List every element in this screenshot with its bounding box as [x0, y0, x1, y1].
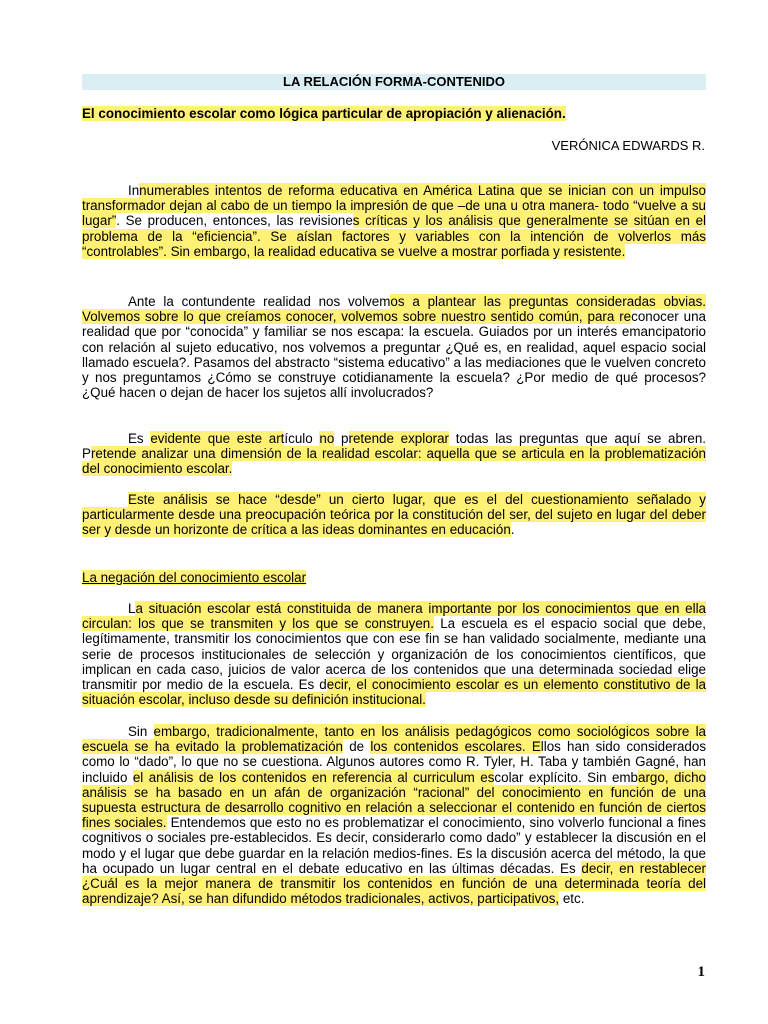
highlighted-text: los contenidos escolares. E — [370, 739, 541, 755]
highlighted-text: evidente que este art — [150, 431, 285, 446]
paragraph-text: In — [128, 183, 140, 198]
paragraph-text: llos han sido considerados como lo “dado”, lo que no se cuestiona. Algunos autores como R. Tyler, H. Taba y también Gagné, han incluido — [82, 739, 707, 785]
highlighted-text: retende analizar una dimensión de la realidad escolar: aquella que se articula en la problematización del conocimiento escolar. — [82, 446, 706, 477]
paragraph-text: Es — [128, 431, 151, 446]
paragraph-text: conocer una realidad que por “conocida” y familiar se nos escapa: la escuela. Guiados por un interés emancipatorio con relación al sujeto educativo, nos volvemos a preguntar ¿Qué es, en realidad, aquel espacio social llamado escuela?. Pasamos del abstracto “sistema educativo” a las mediaciones que le vuelven concreto y nos preguntamos ¿Cómo se construye cotidianamente la escuela? ¿Por medio de qué procesos? ¿Qué hacen o dejan de hacer los sujetos allí involucrados? — [82, 309, 706, 401]
paragraph-text: Entendemos que esto no es problematizar el conocimiento, sino volverlo funcional a fines cognitivos o sociales pre-establecidos. Es decir, considerarlo como dado” y establecer la discusión en el modo y el lugar que debe guardar en la relación medios-fines. Es la discusión acerca del método, la que ha ocupado un lugar central en el debate educativo en las últimas décadas. Es — [82, 815, 706, 876]
paragraph-6 — [82, 724, 706, 906]
highlighted-text: no — [319, 431, 335, 446]
paragraph-text: etc. — [559, 891, 585, 907]
paragraph-5 — [82, 601, 706, 707]
paragraph-text: La escuela es el espacio social que debe, legítimamente, transmitir los conocimientos que con ese fin se han validado socialmente, mediante una serie de procesos institucionales de selección y organización de los conocimientos científicos, que implican en cada caso, juicios de valor acerca de los contenidos que una determinada sociedad elige transmitir por medio de la escuela. Es d — [82, 616, 706, 693]
highlighted-text: s críticas y los análisis que generalmente se sitúan en el problema de la “eficiencia”. Se aíslan factores y variables con la intención de volverlos más “controlables”. Sin embargo, la realidad educativa se vuelve a mostrar porfiada y resistente. — [82, 213, 706, 259]
paragraph-text: p — [334, 431, 349, 446]
paragraph-text: L — [128, 601, 136, 616]
section-heading: La negación del conocimiento escolar — [82, 570, 307, 585]
highlighted-text: el análisis de los contenidos en referencia al curriculum es — [132, 769, 495, 785]
paragraph-text: todas las preguntas que aquí se abren. P — [82, 431, 706, 462]
author-name: VERÓNICA EDWARDS R. — [551, 138, 705, 153]
page-number: 1 — [697, 964, 705, 980]
paragraph-text: . — [510, 522, 515, 538]
paragraph-text: Ante la contundente realidad nos volvem — [128, 294, 391, 309]
document-title: LA RELACIÓN FORMA-CONTENIDO — [82, 74, 706, 90]
paragraph-3 — [82, 431, 706, 477]
highlighted-text: embargo, tradicionalmente, tanto en los análisis pedagógicos como sociológicos sobre la escuela se ha evitado la problematización — [82, 724, 706, 755]
paragraph-text: Sin — [128, 724, 154, 739]
highlighted-text: argo, dicho análisis se ha basado en un afán de organización “racional” del conocimiento en función de una supuesta estructura de desarrollo cognitivo en relación a seleccionar el contenido en función de ciertos fines sociales. — [82, 769, 706, 831]
highlighted-text: a situación escolar está constituida de manera importante por los conocimientos que en ella circulan: los que se transmiten y los que se construyen. — [82, 601, 706, 632]
highlighted-text: Este análisis se hace “desde” un cierto lugar, que es el del cuestionamiento señalado y particularmente desde una preocupación teórica por la constitución del ser, del sujeto en lugar del deber ser y desde un horizonte de crítica a las ideas dominantes en educación — [82, 492, 706, 538]
paragraph-4 — [82, 492, 706, 538]
highlighted-text: ecir, el conocimiento escolar es un elemento constitutivo de la situación escolar, incluso desde su definición institucional. — [82, 677, 706, 708]
paragraph-2 — [82, 294, 706, 400]
highlighted-text: retende explorar — [348, 431, 450, 446]
paragraph-1 — [82, 183, 706, 259]
paragraph-text: colar explícito. Sin emb — [494, 769, 639, 785]
paragraph-text: ículo — [284, 431, 320, 446]
paragraph-text: . Se producen, entonces, las revisione — [116, 213, 353, 229]
highlighted-text: os a plantear las preguntas consideradas obvias. Volvemos sobre lo que creíamos conocer, volvemos sobre nuestro sentido común, para re — [82, 294, 706, 325]
highlighted-text: numerables intentos de reforma educativa en América Latina que se inician con un impulso transformador dejan al cabo de un tiempo la impresión de que –de una u otra manera- todo “vuelve a su lugar” — [82, 183, 706, 229]
paragraph-text: de — [343, 739, 371, 755]
document-subtitle: El conocimiento escolar como lógica particular de apropiación y alienación. — [82, 106, 566, 121]
highlighted-text: decir, en restablecer ¿Cuál es la mejor manera de transmitir los contenidos en función de una determinada teoría del aprendizaje? Así, se han difundido métodos tradicionales, activos, participativos, — [82, 860, 706, 907]
